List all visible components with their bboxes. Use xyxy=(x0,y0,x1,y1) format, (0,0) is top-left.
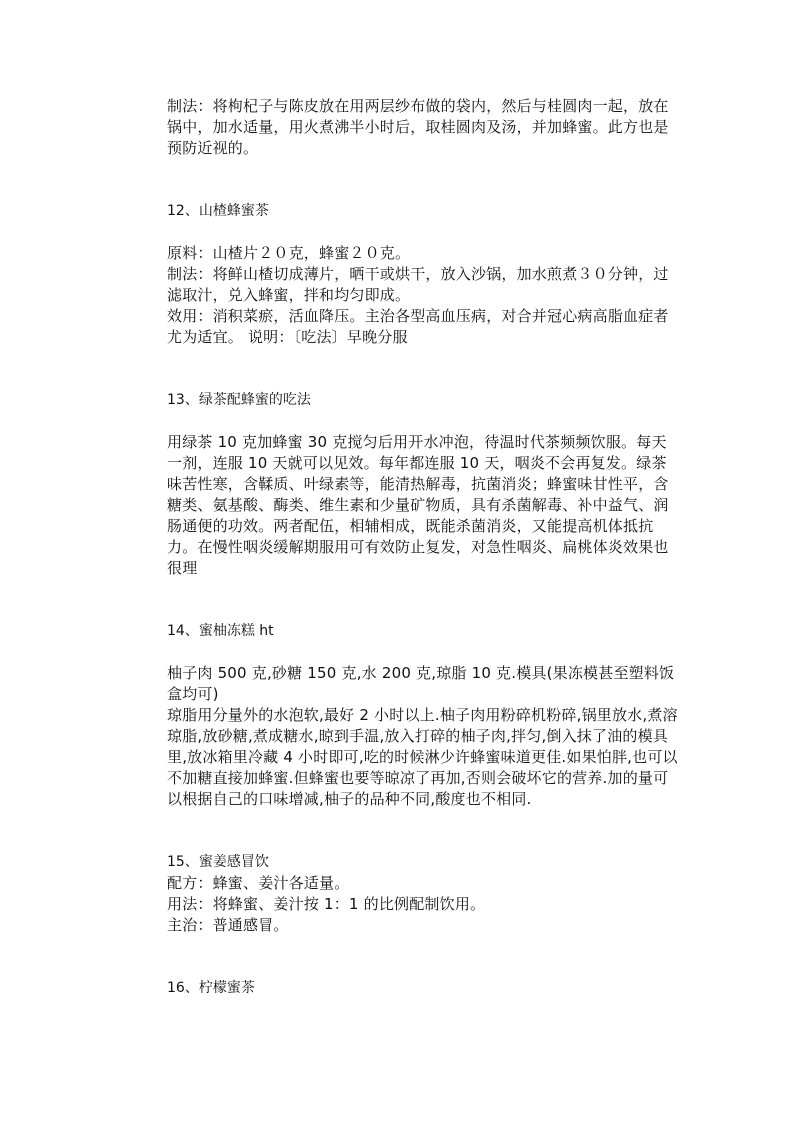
section-12-method: 制法：将鲜山楂切成薄片，晒干或烘干，放入沙锅，加水煎煮３０分钟，过滤取汁，兑入蜂蜜，拌和均匀即成。 xyxy=(167,265,669,304)
section-12-effect: 效用：消积菜瘀，活血降压。主治各型高血压病，对合并冠心病高脂血症者尤为适宜。 说明：〔吃法〕早晚分服 xyxy=(167,307,669,346)
section-14-ingredients: 柚子肉 500 克,砂糖 150 克,水 200 克,琼脂 10 克.模具(果冻模甚至塑料饭盒均可) xyxy=(167,664,675,703)
document-body xyxy=(167,96,681,999)
intro-paragraph: 制法：将枸杞子与陈皮放在用两层纱布做的袋内，然后与桂圆肉一起，放在锅中，加水适量，用火煮沸半小时后，取桂圆肉及汤，并加蜂蜜。此方也是预防近视的。 xyxy=(167,97,669,157)
section-heading-14: 14、蜜柚冻糕 ht xyxy=(167,623,274,639)
section-15-recipe: 配方：蜂蜜、姜汁各适量。 xyxy=(167,874,350,892)
section-13-body: 用绿茶 10 克加蜂蜜 30 克搅匀后用开水冲泡，待温时代茶频频饮服。每天一剂，连服 10 天就可以见效。每年都连服 10 天，咽炎不会再复发。绿茶味苦性寒，含鞣质、叶绿素等，能清热解毒，抗菌消炎；蜂蜜味甘性平，含糖类、氨基酸、酶类、维生素和少量矿物质，具有杀菌解毒、补中益气、润肠通便的功效。两者配伍，相辅相成，既能杀菌消炎，又能提高机体抵抗力。在慢性咽炎缓解期服用可有效防止复发，对急性咽炎、扁桃体炎效果也很理 xyxy=(167,433,669,577)
section-heading-12: 12、山楂蜂蜜茶 xyxy=(167,203,269,219)
section-12-ingredients: 原料：山楂片２０克，蜂蜜２０克。 xyxy=(167,244,411,262)
section-heading-13: 13、绿茶配蜂蜜的吃法 xyxy=(167,392,311,408)
section-14-method: 琼脂用分量外的水泡软,最好 2 小时以上.柚子肉用粉碎机粉碎,锅里放水,煮溶琼脂,放砂糖,煮成糖水,晾到手温,放入打碎的柚子肉,拌匀,倒入抹了油的模具里,放冰箱里冷藏 4 小时即可,吃的时候淋少许蜂蜜味道更佳.如果怕胖,也可以不加糖直接加蜂蜜.但蜂蜜也要等晾凉了再加,否则会破坏它的营养.加的量可以根据自己的口味增减,柚子的品种不同,酸度也不相同. xyxy=(167,706,678,808)
section-heading-15: 15、蜜姜感冒饮 xyxy=(167,854,269,870)
section-heading-16: 16、柠檬蜜茶 xyxy=(167,980,255,996)
section-15-usage: 用法：将蜂蜜、姜汁按 1：1 的比例配制饮用。 xyxy=(167,895,486,913)
section-15-indication: 主治：普通感冒。 xyxy=(167,916,289,934)
